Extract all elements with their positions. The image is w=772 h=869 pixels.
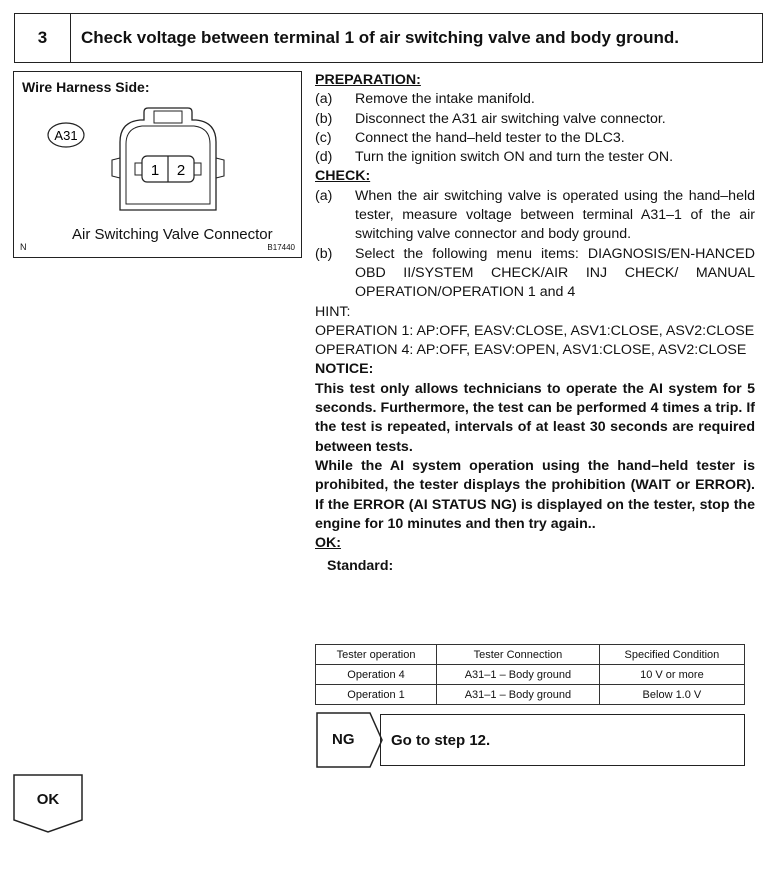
step-title: Check voltage between terminal 1 of air switching valve and body ground. (81, 28, 679, 47)
ng-label: NG (332, 731, 355, 748)
connector-id-label: A31 (54, 128, 78, 143)
ng-branch (316, 712, 746, 768)
diagram-caption: Air Switching Valve Connector (72, 226, 273, 243)
table-row: Operation 1 A31–1 – Body ground Below 1.0 V (316, 685, 745, 705)
connector-diagram (13, 71, 302, 258)
column-header: Tester operation (316, 645, 437, 665)
pin-1: 1 (150, 162, 160, 179)
preparation-heading: PREPARATION: (315, 72, 421, 88)
table-header-row (316, 645, 745, 665)
ok-label: OK (36, 791, 60, 808)
check-heading: CHECK: (315, 168, 371, 185)
list-item: (a) When the air switching valve is operated using the hand–held tester, measure voltage between terminal A31–1 of the air switching valve connector and body ground. (315, 187, 755, 243)
list-item: (c) Connect the hand–held tester to the DLC3. (315, 129, 625, 146)
notice-paragraph: This test only allows technicians to operate the AI system for 5 seconds. Furthermore, the test can be performed 4 times a trip. If the test is repeated, intervals of at least 30 seconds are required between tests. (315, 380, 755, 455)
list-item: (a) Remove the intake manifold. (315, 91, 535, 108)
list-item: (d) Turn the ignition switch ON and turn the tester ON. (315, 149, 674, 166)
column-header: Tester Connection (437, 645, 600, 665)
ok-branch (13, 774, 83, 834)
step-number: 3 (15, 14, 71, 62)
ng-action: Go to step 12. (380, 714, 745, 766)
notice-heading: NOTICE: (315, 361, 374, 378)
ok-heading: OK: (315, 535, 342, 552)
pin-2: 2 (176, 162, 186, 179)
diagram-heading: Wire Harness Side: (22, 79, 150, 95)
diagram-corner-label: N (20, 242, 27, 252)
figure-code: B17440 (267, 243, 295, 252)
spec-table (315, 644, 745, 705)
notice-paragraph: While the AI system operation using the hand–held tester is prohibited, the tester displays the prohibition (WAIT or ERROR). If the ERROR (AI STATUS NG) is displayed on the tester, stop the engine for 10 minutes and then try again.. (315, 457, 755, 532)
standard-label: Standard: (327, 558, 394, 575)
step-header (14, 13, 763, 63)
hint-line: OPERATION 4: AP:OFF, EASV:OPEN, ASV1:CLOSE, ASV2:CLOSE (315, 342, 747, 359)
instructions (315, 71, 755, 577)
list-item: (b) Disconnect the A31 air switching valve connector. (315, 110, 666, 127)
list-item: (b) Select the following menu items: DIAGNOSIS/EN-HANCED OBD II/SYSTEM CHECK/AIR INJ CHECK/ MANUAL OPERATION/OPERATION 1 and 4 (315, 245, 755, 301)
hint-line: OPERATION 1: AP:OFF, EASV:CLOSE, ASV1:CLOSE, ASV2:CLOSE (315, 322, 755, 339)
hint-heading: HINT: (315, 303, 351, 320)
column-header: Specified Condition (599, 645, 744, 665)
table-row: Operation 4 A31–1 – Body ground 10 V or more (316, 665, 745, 685)
